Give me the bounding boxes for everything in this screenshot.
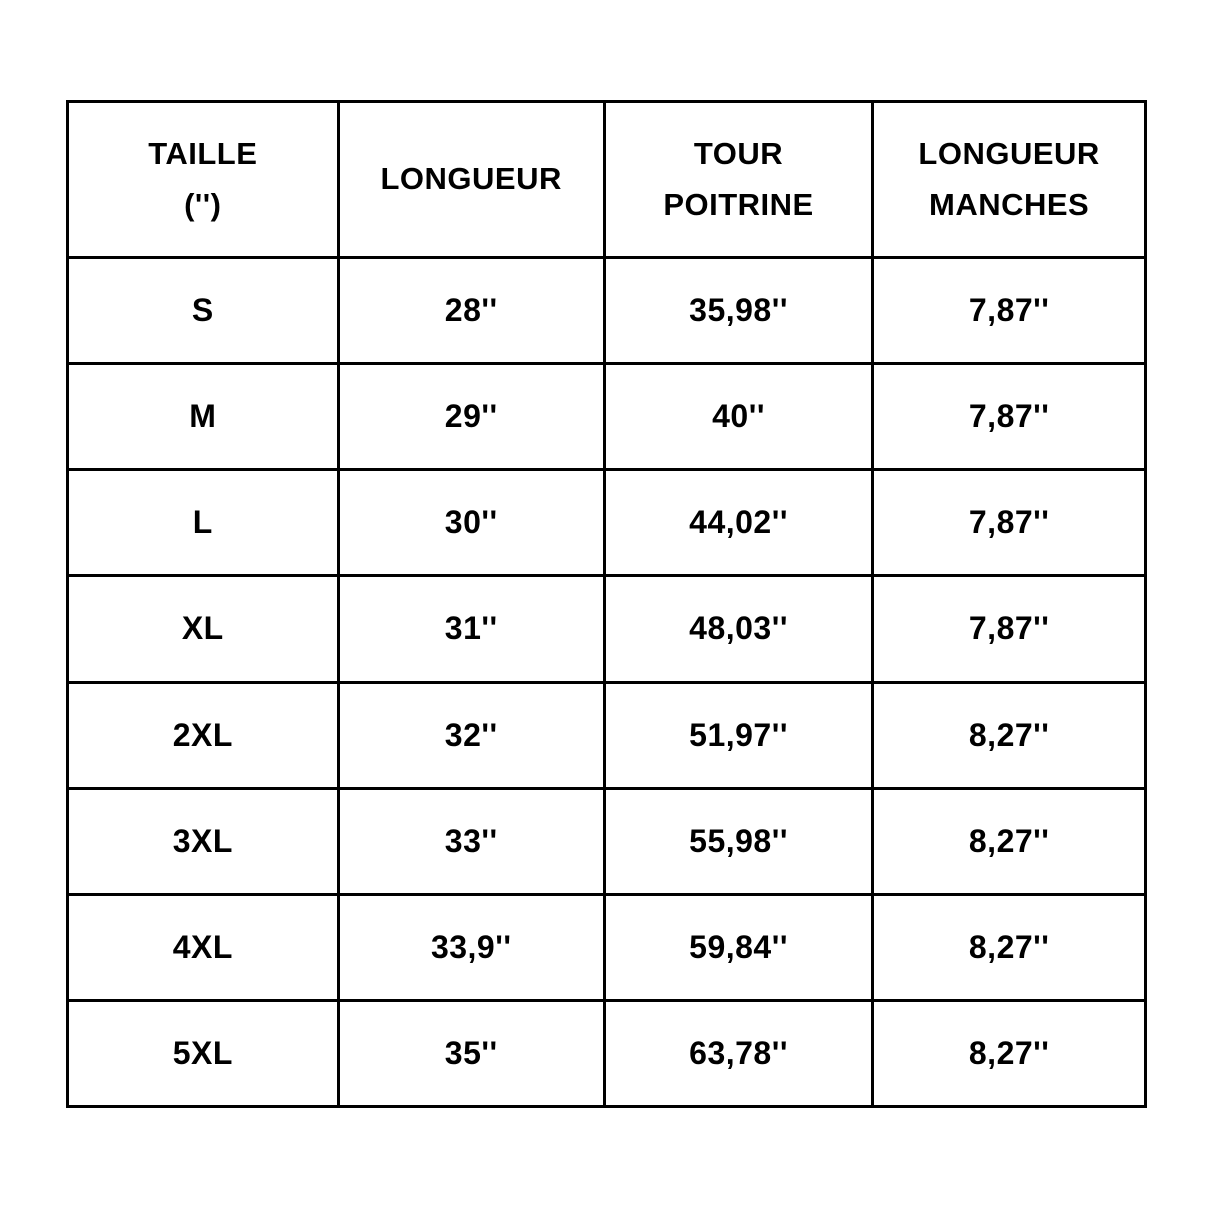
cell-tour-poitrine: 35,98'' — [604, 258, 872, 364]
cell-tour-poitrine: 44,02'' — [604, 470, 872, 576]
table-row-3xl — [68, 788, 1146, 894]
cell-tour-poitrine: 59,84'' — [604, 894, 872, 1000]
header-cell-longueur-manches — [873, 102, 1146, 258]
cell-size: S — [68, 258, 339, 364]
table-row-xl — [68, 576, 1146, 682]
header-line: TAILLE — [148, 136, 258, 172]
header-cell-tour-poitrine — [604, 102, 872, 258]
cell-longueur-manches: 7,87'' — [873, 470, 1146, 576]
cell-size: 3XL — [68, 788, 339, 894]
table-row-5xl — [68, 1000, 1146, 1106]
cell-tour-poitrine: 48,03'' — [604, 576, 872, 682]
table-row-l — [68, 470, 1146, 576]
table-row-m — [68, 364, 1146, 470]
header-line: LONGUEUR — [918, 136, 1100, 172]
cell-size: 2XL — [68, 682, 339, 788]
cell-longueur: 33,9'' — [338, 894, 604, 1000]
header-line: TOUR — [693, 136, 784, 172]
size-chart-table — [66, 100, 1147, 1108]
cell-tour-poitrine: 63,78'' — [604, 1000, 872, 1106]
header-line: MANCHES — [929, 186, 1090, 222]
cell-tour-poitrine: 51,97'' — [604, 682, 872, 788]
table-row-4xl — [68, 894, 1146, 1000]
cell-longueur: 30'' — [338, 470, 604, 576]
header-cell-taille — [68, 102, 339, 258]
table-row-s — [68, 258, 1146, 364]
cell-size: 5XL — [68, 1000, 339, 1106]
cell-longueur-manches: 8,27'' — [873, 894, 1146, 1000]
cell-longueur: 32'' — [338, 682, 604, 788]
cell-longueur-manches: 8,27'' — [873, 682, 1146, 788]
cell-tour-poitrine: 40'' — [604, 364, 872, 470]
header-line: POITRINE — [663, 186, 814, 222]
cell-size: M — [68, 364, 339, 470]
header-line: LONGUEUR — [380, 161, 562, 197]
cell-size: L — [68, 470, 339, 576]
cell-longueur: 35'' — [338, 1000, 604, 1106]
header-row — [68, 102, 1146, 258]
cell-longueur-manches: 7,87'' — [873, 576, 1146, 682]
cell-size: XL — [68, 576, 339, 682]
header-cell-longueur — [338, 102, 604, 258]
cell-longueur: 31'' — [338, 576, 604, 682]
cell-tour-poitrine: 55,98'' — [604, 788, 872, 894]
table-row-2xl — [68, 682, 1146, 788]
cell-longueur-manches: 7,87'' — [873, 364, 1146, 470]
cell-longueur-manches: 8,27'' — [873, 788, 1146, 894]
cell-longueur: 29'' — [338, 364, 604, 470]
cell-longueur: 28'' — [338, 258, 604, 364]
cell-size: 4XL — [68, 894, 339, 1000]
cell-longueur-manches: 7,87'' — [873, 258, 1146, 364]
cell-longueur-manches: 8,27'' — [873, 1000, 1146, 1106]
header-line: ('') — [184, 186, 222, 222]
cell-longueur: 33'' — [338, 788, 604, 894]
